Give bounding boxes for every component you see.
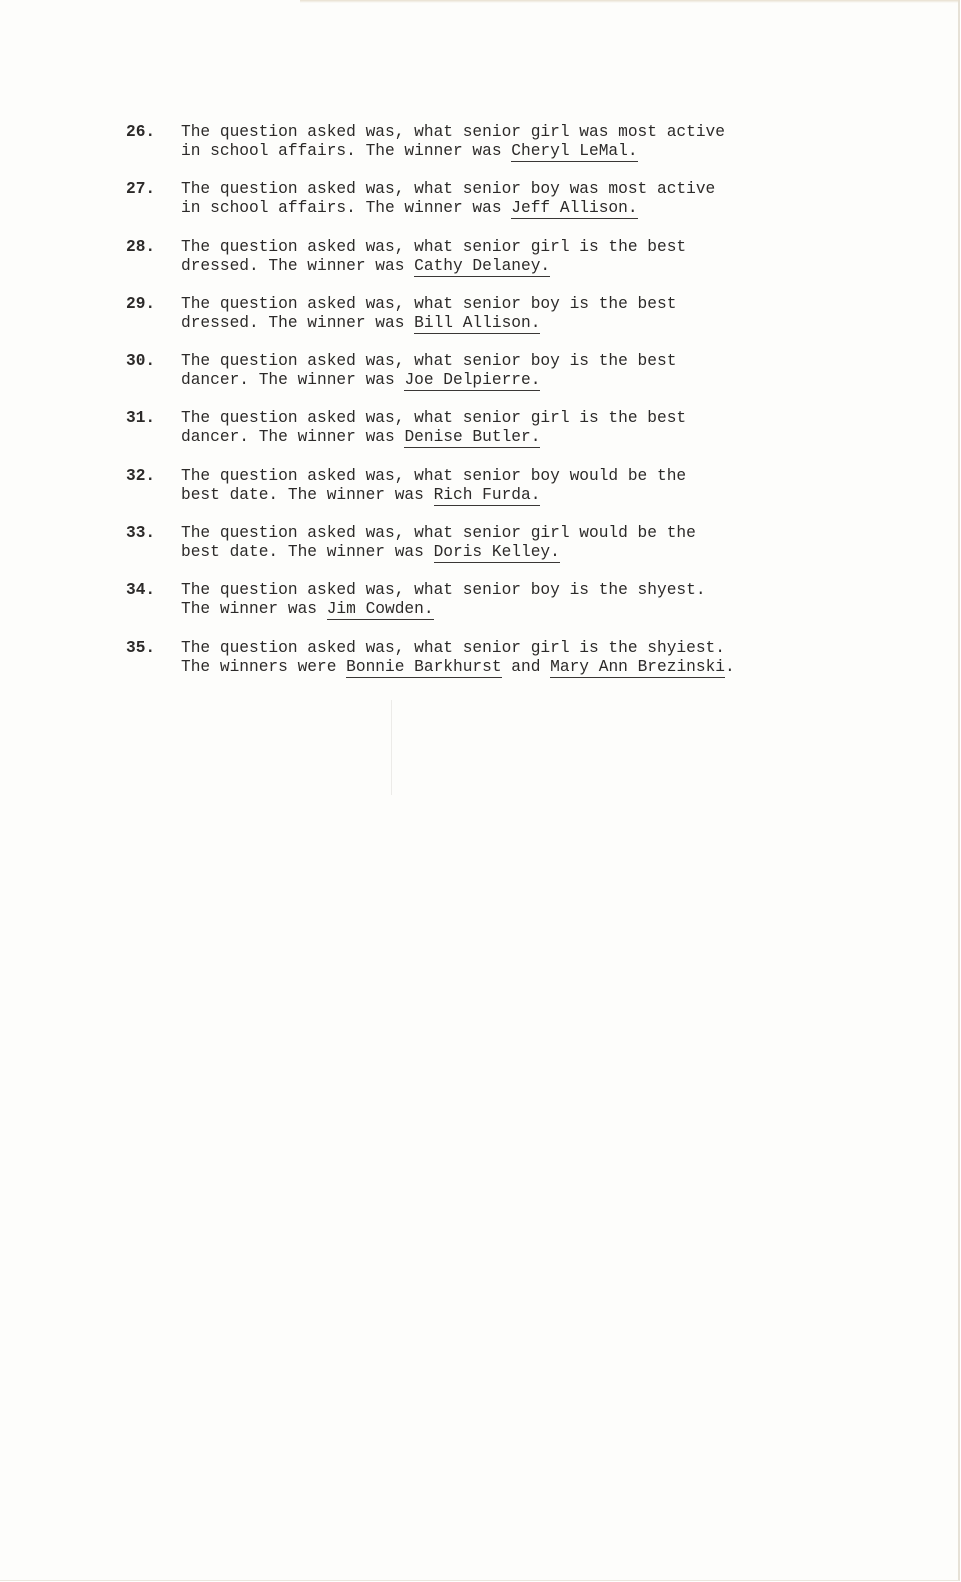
entry-text [181, 524, 861, 562]
winner-suffix: . [725, 657, 735, 676]
survey-entry [126, 295, 846, 352]
winner-joiner: and [501, 657, 551, 676]
entry-number: 33. [126, 524, 156, 543]
question-line: The question asked was, what senior girl is the best [181, 237, 687, 256]
winner-line [181, 543, 861, 562]
entry-text [181, 467, 861, 505]
question-line: The question asked was, what senior boy is the best [181, 294, 677, 313]
survey-results-list [126, 123, 846, 696]
entry-number: 34. [126, 581, 156, 600]
survey-entry [126, 123, 846, 180]
winner-line [181, 428, 861, 447]
survey-entry [126, 238, 846, 295]
winner-line [181, 658, 861, 677]
winner-prefix: dancer. The winner was [181, 428, 405, 447]
winner-prefix: in school affairs. The winner was [181, 142, 512, 160]
winner-line [181, 199, 861, 218]
winner-name: Bonnie Barkhurst [346, 657, 502, 676]
entry-text [181, 639, 861, 677]
entry-number: 32. [126, 466, 156, 485]
entry-number: 26. [126, 123, 156, 141]
winner-prefix: dancer. The winner was [181, 371, 405, 390]
winner-name: Bill Allison. [414, 313, 541, 332]
question-line: The question asked was, what senior girl is the best [181, 409, 687, 428]
winner-prefix: dressed. The winner was [181, 256, 415, 275]
survey-entry [126, 409, 846, 466]
winner-name: Denise Butler. [404, 428, 541, 447]
second-winner-name: Mary Ann Brezinski [550, 657, 726, 676]
survey-entry [126, 180, 846, 237]
paper-edge-shadow [300, 0, 960, 3]
winner-name: Rich Furda. [433, 485, 541, 504]
winner-line [181, 142, 861, 161]
question-line: The question asked was, what senior girl is the shyiest. [181, 638, 725, 657]
winner-prefix: dressed. The winner was [181, 313, 415, 332]
question-line: The question asked was, what senior girl was most active [181, 123, 725, 141]
winner-name: Doris Kelley. [433, 543, 560, 562]
question-line: The question asked was, what senior boy would be the [181, 466, 687, 485]
survey-entry [126, 639, 846, 696]
winner-name: Cathy Delaney. [414, 256, 551, 275]
entry-text [181, 581, 861, 619]
winner-prefix: in school affairs. The winner was [181, 199, 512, 218]
entry-number: 31. [126, 409, 156, 428]
question-line: The question asked was, what senior boy is the best [181, 352, 677, 371]
entry-text [181, 180, 861, 218]
entry-text [181, 238, 861, 276]
winner-prefix: The winner was [181, 600, 327, 619]
entry-number: 30. [126, 352, 156, 371]
entry-text [181, 123, 861, 161]
paper-fold-mark [391, 700, 392, 795]
winner-name: Jim Cowden. [326, 600, 434, 619]
winner-line [181, 486, 861, 505]
entry-number: 35. [126, 638, 156, 657]
winner-name: Jeff Allison. [511, 199, 638, 218]
survey-entry [126, 352, 846, 409]
winner-prefix: The winners were [181, 657, 347, 676]
entry-number: 27. [126, 180, 156, 199]
entry-number: 28. [126, 237, 156, 256]
entry-text [181, 409, 861, 447]
entry-number: 29. [126, 294, 156, 313]
winner-line [181, 314, 861, 333]
winner-name: Joe Delpierre. [404, 371, 541, 390]
winner-prefix: best date. The winner was [181, 543, 434, 562]
survey-entry [126, 581, 846, 638]
survey-entry [126, 524, 846, 581]
winner-line [181, 257, 861, 276]
winner-prefix: best date. The winner was [181, 485, 434, 504]
question-line: The question asked was, what senior boy was most active [181, 180, 716, 199]
entry-text [181, 295, 861, 333]
winner-line [181, 600, 861, 619]
question-line: The question asked was, what senior boy is the shyest. [181, 581, 706, 600]
winner-line [181, 371, 861, 390]
survey-entry [126, 467, 846, 524]
winner-name: Cheryl LeMal. [511, 142, 638, 160]
question-line: The question asked was, what senior girl would be the [181, 524, 696, 543]
entry-text [181, 352, 861, 390]
